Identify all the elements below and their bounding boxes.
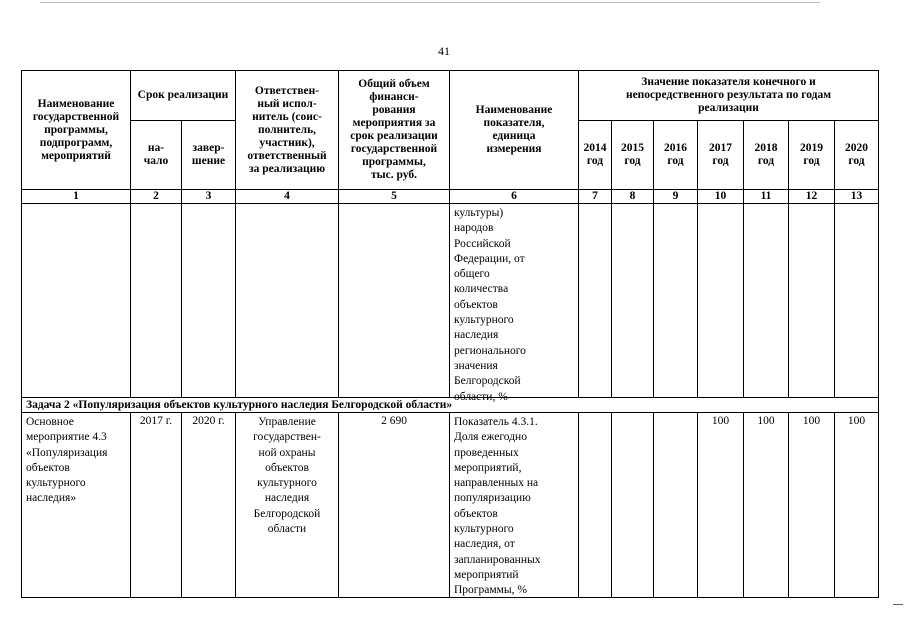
header-volume-text: Общий объем финанси- рования мероприятия за срок реализации государственной программы, тыс. руб. <box>350 78 438 181</box>
row-indicator-text: Показатель 4.3.1. Доля ежегодно проведенных мероприятий, направленных на популяризацию объектов культурного наследия, от запланированных мероприятий Программы, % <box>454 416 541 597</box>
header-term-start-text: на- чало <box>143 142 169 167</box>
header-responsible-text: Ответствен- ный испол- нитель (соис- полнитель, участник), ответственный за реализацию <box>247 84 327 175</box>
header-program-name <box>21 70 131 190</box>
column-number-1 <box>21 189 131 204</box>
row-volume-text: 2 690 <box>381 415 407 427</box>
column-number-8 <box>611 189 654 204</box>
continuation-cell-1 <box>21 203 131 398</box>
column-number-11 <box>743 189 789 204</box>
header-year-3 <box>697 120 744 190</box>
column-number-11-text: 11 <box>760 190 772 202</box>
row-end-text: 2020 г. <box>192 415 225 427</box>
column-number-9 <box>653 189 698 204</box>
header-values-title-text: Значение показателя конечного и непосредственного результата по годам реализации <box>625 76 832 114</box>
header-volume <box>338 70 450 190</box>
column-number-12-text: 12 <box>805 190 818 202</box>
header-year-1 <box>611 120 654 190</box>
column-number-1-text: 1 <box>73 190 79 202</box>
page-number: 41 <box>438 44 450 58</box>
continuation-cell-5 <box>338 203 450 398</box>
row-value-2014 <box>578 412 612 598</box>
header-year-3-text: 2017 год <box>709 142 732 167</box>
row-value-2018-text: 100 <box>757 415 775 427</box>
continuation-cell-3 <box>181 203 236 398</box>
column-number-3 <box>181 189 236 204</box>
continuation-cell-8 <box>611 203 654 398</box>
header-term-end-text: завер- шение <box>191 142 226 167</box>
column-number-5 <box>338 189 450 204</box>
header-term-start <box>130 120 182 190</box>
continuation-cell-2 <box>130 203 182 398</box>
header-year-2-text: 2016 год <box>664 142 687 167</box>
column-number-10 <box>697 189 744 204</box>
row-value-2017-text: 100 <box>711 415 730 427</box>
task-title <box>21 397 879 413</box>
header-indicator <box>449 70 579 190</box>
row-value-2015 <box>611 412 654 598</box>
continuation-cell-13 <box>834 203 879 398</box>
header-year-5-text: 2019 год <box>800 142 823 167</box>
row-volume <box>338 412 450 598</box>
continuation-cell-7 <box>578 203 612 398</box>
header-year-6 <box>834 120 879 190</box>
row-start <box>130 412 182 598</box>
row-value-2019-text: 100 <box>802 415 821 427</box>
header-values-title <box>578 70 879 121</box>
column-number-6 <box>449 189 579 204</box>
column-number-7 <box>578 189 612 204</box>
row-value-2018 <box>743 412 789 598</box>
top-rule <box>40 2 820 3</box>
continuation-indicator <box>449 203 579 403</box>
column-number-7-text: 7 <box>592 190 598 202</box>
row-name-text: Основное мероприятие 4.3 «Популяризация объектов культурного наследия» <box>26 416 108 505</box>
header-year-4 <box>743 120 789 190</box>
header-year-0-text: 2014 год <box>583 142 607 167</box>
row-responsible-text: Управление государствен- ной охраны объектов культурного наследия Белгородской области <box>253 416 321 536</box>
row-value-2020 <box>834 412 879 598</box>
task-title-text: Задача 2 «Популяризация объектов культурного наследия Белгородской области» <box>26 398 453 411</box>
continuation-cell-12 <box>788 203 835 398</box>
row-start-text: 2017 г. <box>139 415 173 427</box>
column-number-5-text: 5 <box>391 190 397 202</box>
row-indicator <box>449 412 579 598</box>
column-number-2 <box>130 189 182 204</box>
column-number-4 <box>235 189 339 204</box>
header-term <box>130 70 236 121</box>
row-value-2017 <box>697 412 744 598</box>
header-term-end <box>181 120 236 190</box>
column-number-13 <box>834 189 879 204</box>
header-program-name-text: Наименование государственной программы, подпрограмм, мероприятий <box>32 97 120 162</box>
row-value-2016 <box>653 412 698 598</box>
continuation-cell-10 <box>697 203 744 398</box>
row-name <box>21 412 131 598</box>
continuation-indicator-text: культуры) народов Российской Федерации, от общего количества объектов культурного наследия регионального значения Белгородской области, % <box>454 207 526 403</box>
continuation-cell-9 <box>653 203 698 398</box>
column-number-2-text: 2 <box>153 190 159 202</box>
row-responsible <box>235 412 339 598</box>
header-year-0 <box>578 120 612 190</box>
header-year-2 <box>653 120 698 190</box>
header-term-text: Срок реализации <box>137 89 229 101</box>
column-number-3-text: 3 <box>205 190 212 202</box>
column-number-9-text: 9 <box>672 190 679 202</box>
column-number-13-text: 13 <box>850 190 863 202</box>
continuation-cell-4 <box>235 203 339 398</box>
column-number-6-text: 6 <box>511 190 517 202</box>
header-year-4-text: 2018 год <box>754 142 778 167</box>
column-number-4-text: 4 <box>284 190 290 202</box>
column-number-12 <box>788 189 835 204</box>
row-end <box>181 412 236 598</box>
continuation-cell-11 <box>743 203 789 398</box>
header-responsible <box>235 70 339 190</box>
column-number-8-text: 8 <box>629 190 636 202</box>
header-year-6-text: 2020 год <box>845 142 868 167</box>
row-value-2020-text: 100 <box>847 415 866 427</box>
row-value-2019 <box>788 412 835 598</box>
margin-mark <box>893 604 903 605</box>
header-indicator-text: Наименование показателя, единица измерения <box>475 104 553 155</box>
column-number-10-text: 10 <box>714 190 727 202</box>
header-year-1-text: 2015 год <box>621 142 644 167</box>
header-year-5 <box>788 120 835 190</box>
